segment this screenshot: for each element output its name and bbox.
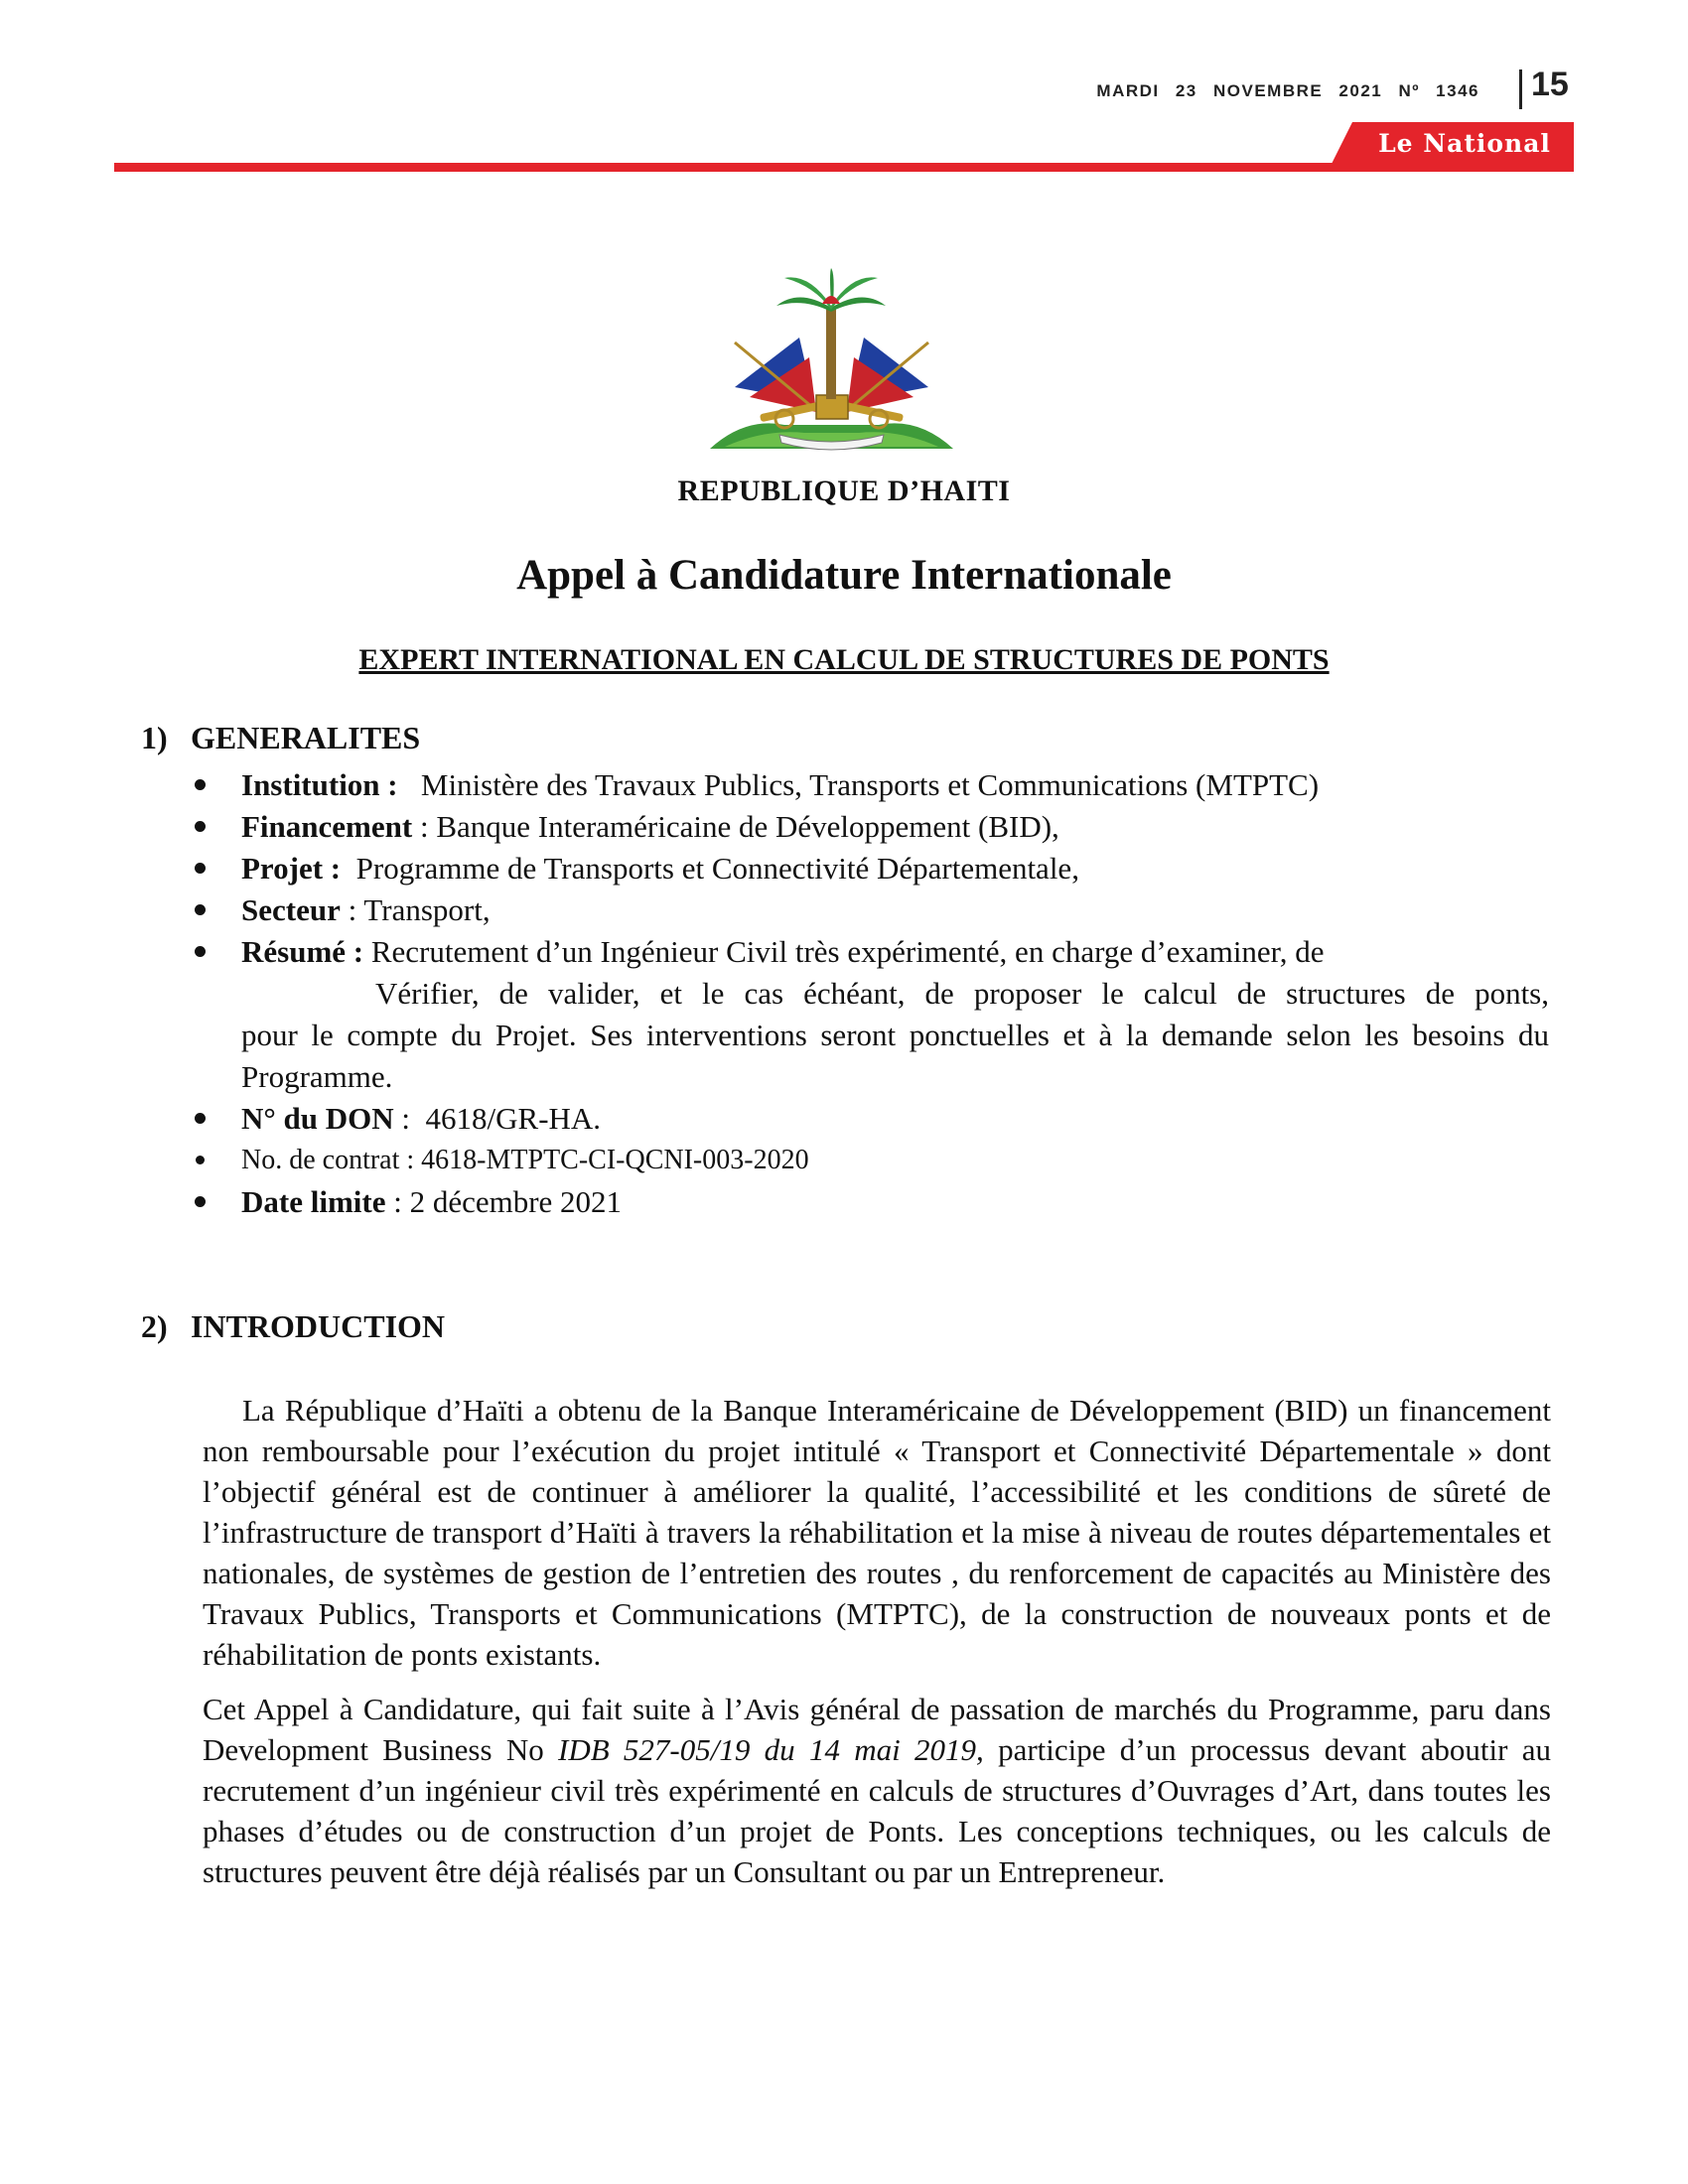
section-title: INTRODUCTION <box>191 1308 446 1344</box>
tender-reference: IDB 527-05/19 du 14 mai 2019, <box>558 1732 984 1767</box>
section-number: 1) <box>141 720 168 755</box>
section-heading-generalites <box>141 720 420 756</box>
bullet-icon <box>195 863 206 874</box>
list-item: No. de contrat : 4618-MTPTC-CI-QCNI-003-2020 <box>189 1140 1549 1181</box>
page-title: Appel à Candidature Internationale <box>516 552 1172 599</box>
bullet-icon <box>195 1196 206 1207</box>
section-heading-introduction <box>141 1308 445 1345</box>
position-title: EXPERT INTERNATIONAL EN CALCUL DE STRUCTURES DE PONTS <box>358 643 1330 676</box>
bullet-icon <box>195 1113 206 1124</box>
list-item: Projet : Programme de Transports et Connectivité Départementale, <box>189 848 1549 889</box>
bullet-icon <box>195 946 206 957</box>
haiti-coat-of-arms-icon <box>705 268 958 457</box>
list-item: Date limite : 2 décembre 2021 <box>189 1181 1549 1223</box>
newspaper-brand: Le National <box>1378 129 1551 158</box>
list-item: Résumé : Recrutement d’un Ingénieur Civil très expérimenté, en charge d’examiner, de Vérifier, de valider, et le cas échéant, de proposer le calcul de structures de ponts, pour le compte du Projet. Ses interventions seront ponctuelles et à la demande selon les besoins du Programme. <box>189 931 1549 1098</box>
newspaper-masthead <box>0 0 1688 179</box>
list-item: N° du DON : 4618/GR-HA. <box>189 1098 1549 1140</box>
list-item: Secteur : Transport, <box>189 889 1549 931</box>
paragraph: La République d’Haïti a obtenu de la Banque Interaméricaine de Développement (BID) un financement non remboursable pour l’exécution du projet intitulé « Transport et Connectivité Départementale » dont l’objectif général est de continuer à améliorer la qualité, l’accessibilité et les conditions de sûreté de l’infrastructure de transport d’Haïti à travers la réhabilitation et la mise à niveau de routes départementales et nationales, de systèmes de gestion de l’entretien des routes , du renforcement de capacités au Ministère des Travaux Publics, Transports et Communications (MTPTC), de la construction de nouveaux ponts et de réhabilitation de ponts existants. <box>203 1393 1551 1672</box>
bullet-icon <box>195 821 206 832</box>
issue-dateline: MARDI 23 NOVEMBRE 2021 Nº 1346 <box>1096 81 1479 100</box>
paragraph: Cet Appel à Candidature, qui fait suite à l’Avis général de passation de marchés du Programme, paru dans Development Business No IDB 527-05/19 du 14 mai 2019, participe d’un processus devant aboutir au recrutement d’un ingénieur civil très expérimenté en calculs de structures d’Ouvrages d’Art, dans toutes les phases d’études ou de construction d’un projet de Ponts. Les conceptions techniques, ou les calculs de structures peuvent être déjà réalisés par un Consultant ou par un Entrepreneur. <box>203 1692 1551 1889</box>
section-title: GENERALITES <box>191 720 421 755</box>
country-heading: REPUBLIQUE D’HAITI <box>677 475 1011 507</box>
bullet-icon <box>195 779 206 790</box>
page-number-separator <box>1519 69 1522 109</box>
generalites-list <box>189 764 1549 1223</box>
resume-continuation: Vérifier, de valider, et le cas échéant, de proposer le calcul de structures de ponts, <box>375 976 1549 1011</box>
list-item: Financement : Banque Interaméricaine de Développement (BID), <box>189 806 1549 848</box>
page-number: 15 <box>1531 66 1569 103</box>
list-item: Institution : Ministère des Travaux Publics, Transports et Communications (MTPTC) <box>189 764 1549 806</box>
bullet-icon <box>195 904 206 915</box>
introduction-body <box>203 1390 1551 1892</box>
section-number: 2) <box>141 1308 168 1344</box>
bullet-icon <box>196 1156 205 1164</box>
header-rule <box>114 163 1574 172</box>
resume-rest: pour le compte du Projet. Ses interventions seront ponctuelles et à la demande selon les besoins du Programme. <box>241 1018 1549 1094</box>
